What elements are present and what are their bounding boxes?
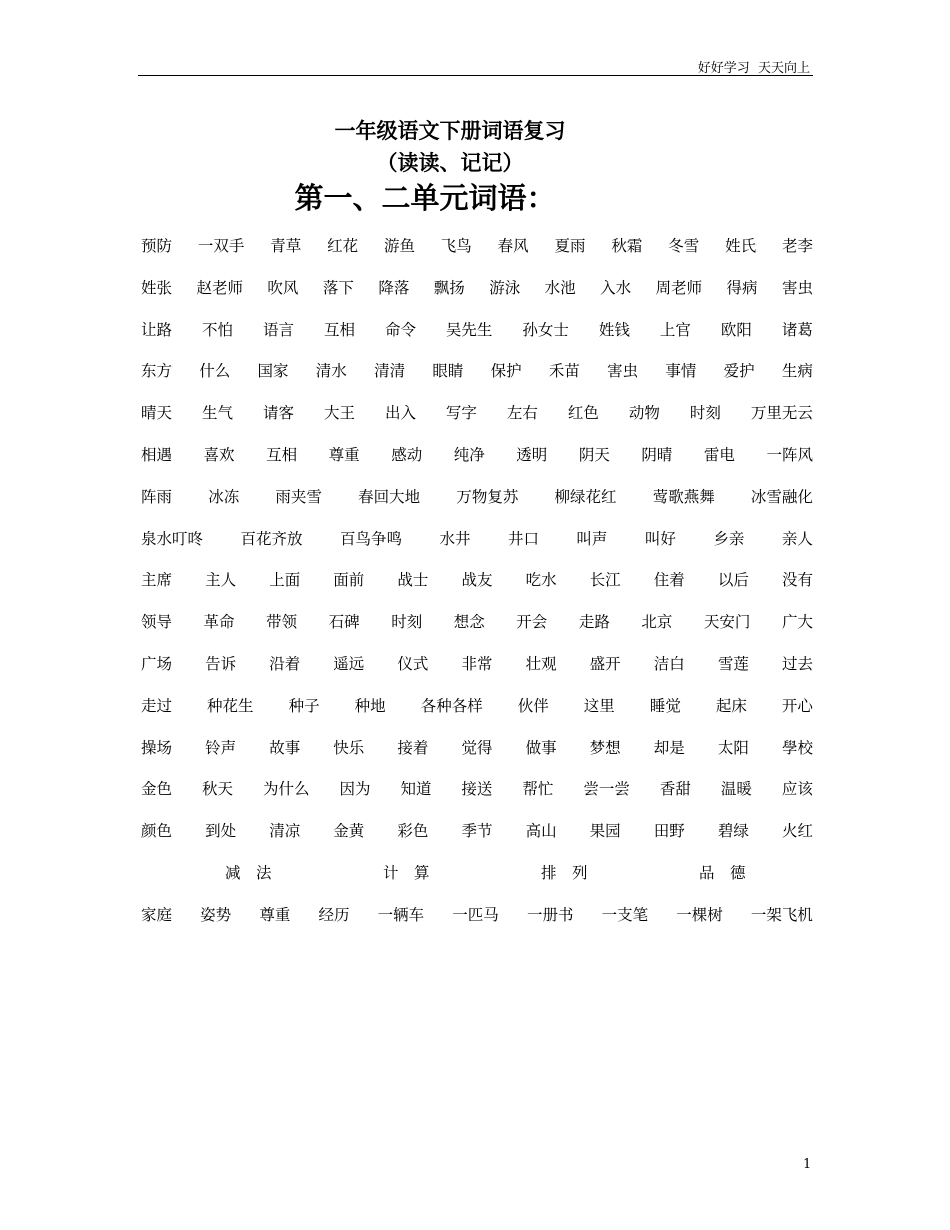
vocabulary-word: 降落 [378,278,410,297]
subject-word: 减 法 [225,863,272,882]
vocabulary-word: 春风 [497,237,529,255]
vocabulary-word: 飘扬 [433,278,465,297]
vocabulary-word: 夏雨 [554,237,586,255]
vocabulary-word: 让路 [141,320,173,339]
vocabulary-word: 北京 [641,613,673,632]
vocabulary-word: 莺歌燕舞 [652,487,715,506]
vocabulary-word: 百花齐放 [240,529,303,548]
vocabulary-word: 快乐 [333,738,365,757]
vocabulary-word: 季节 [461,822,493,841]
vocabulary-word: 起床 [715,696,747,715]
vocabulary-word: 一棵树 [676,905,723,924]
word-row [141,403,813,445]
vocabulary-word: 尊重 [259,905,291,924]
vocabulary-word: 梦想 [589,738,621,757]
vocabulary-word: 姓钱 [598,320,630,339]
vocabulary-word: 孙女士 [522,320,569,339]
vocabulary-word: 带领 [266,613,298,632]
vocabulary-word: 阴晴 [641,445,673,464]
vocabulary-word: 种花生 [207,696,254,715]
vocabulary-word: 冬雪 [668,237,700,255]
vocabulary-word: 尊重 [328,445,360,464]
vocabulary-word: 阴天 [578,445,610,464]
vocabulary-word: 一支笔 [601,905,649,924]
vocabulary-word: 清清 [374,362,406,381]
vocabulary-word: 走路 [578,613,610,632]
header-divider [138,75,813,76]
vocabulary-word: 阵雨 [141,487,173,506]
word-row [141,696,813,738]
vocabulary-word: 为什么 [262,780,310,799]
subject-word: 计 算 [383,863,430,882]
vocabulary-word: 时刻 [689,404,721,423]
word-row [141,738,813,780]
vocabulary-word: 接送 [461,780,493,799]
vocabulary-word: 种子 [288,696,320,715]
vocabulary-word: 革命 [203,613,235,632]
vocabulary-word: 互相 [323,320,355,339]
vocabulary-word: 战友 [461,571,493,590]
subject-word: 品 德 [699,863,746,882]
vocabulary-word: 住着 [653,571,685,590]
vocabulary-word: 保护 [490,362,522,381]
vocabulary-word: 做事 [525,738,557,757]
vocabulary-word: 雨夹雪 [275,487,322,506]
vocabulary-word: 學校 [781,738,813,757]
word-row [141,905,813,947]
word-row [141,445,813,487]
vocabulary-word: 周老师 [655,278,703,297]
vocabulary-word: 老李 [781,237,813,255]
vocabulary-word: 一辆车 [377,905,425,924]
vocabulary-word: 秋霜 [611,237,643,255]
vocabulary-word: 姿势 [200,905,232,924]
word-row [141,779,813,821]
vocabulary-word: 秋天 [201,780,233,799]
vocabulary-word: 东方 [141,362,173,381]
vocabulary-word: 一阵风 [766,445,813,464]
vocabulary-word: 落下 [322,278,354,297]
vocabulary-word: 相遇 [141,445,173,464]
vocabulary-word: 太阳 [717,738,749,757]
vocabulary-word: 命令 [384,320,416,339]
word-row [141,361,813,403]
vocabulary-word: 沿着 [269,654,301,673]
vocabulary-word: 吹风 [267,278,299,297]
vocabulary-word: 动物 [628,404,660,423]
page-number: 1 [803,1157,812,1172]
vocabulary-word: 预防 [141,237,173,255]
vocabulary-word: 写字 [445,404,477,423]
vocabulary-word: 觉得 [461,738,493,757]
vocabulary-word: 主席 [141,571,173,590]
vocabulary-word: 经历 [318,905,350,924]
vocabulary-word: 冰雪融化 [750,487,813,506]
vocabulary-word: 水井 [439,529,471,548]
vocabulary-word: 姓张 [141,278,173,297]
vocabulary-word: 欧阳 [720,320,752,339]
vocabulary-word: 铃声 [205,738,237,757]
word-row [141,654,813,696]
vocabulary-word: 语言 [262,320,294,339]
vocabulary-word: 感动 [391,445,423,464]
document-subtitle: （读读、记记） [376,150,524,175]
vocabulary-word: 乡亲 [713,529,745,548]
vocabulary-word: 故事 [269,738,301,757]
vocabulary-word: 吴先生 [445,320,493,339]
vocabulary-word: 入水 [600,278,632,297]
vocabulary-word: 生气 [201,404,233,423]
vocabulary-word: 红花 [327,237,359,255]
word-row [141,236,813,278]
vocabulary-word: 春回大地 [358,487,421,506]
vocabulary-word: 吃水 [525,571,557,590]
vocabulary-word: 叫声 [576,529,608,548]
vocabulary-word: 请客 [262,404,294,423]
vocabulary-word: 尝一尝 [583,780,630,799]
vocabulary-word: 主人 [205,571,237,590]
vocabulary-word: 遥远 [333,654,365,673]
vocabulary-word: 一册书 [526,905,574,924]
vocabulary-word: 眼睛 [432,362,464,381]
vocabulary-word: 万里无云 [750,404,813,423]
vocabulary-word: 亲人 [781,529,813,548]
vocabulary-word: 一架飞机 [750,905,813,924]
word-row [141,821,813,863]
vocabulary-word: 飞鸟 [440,237,472,255]
vocabulary-word: 开心 [781,696,813,715]
vocabulary-word: 洁白 [653,654,685,673]
vocabulary-word: 柳绿花红 [554,487,617,506]
vocabulary-word: 爱护 [723,362,755,381]
vocabulary-word: 事情 [665,362,697,381]
vocabulary-word: 田野 [653,822,685,841]
vocabulary-word: 互相 [266,445,298,464]
vocabulary-word: 青草 [270,237,302,255]
vocabulary-word: 一双手 [197,237,245,255]
vocabulary-word: 叫好 [644,529,676,548]
vocabulary-word: 各种各样 [420,696,483,715]
word-row [141,529,813,571]
vocabulary-word: 清水 [315,362,347,381]
vocabulary-word: 天安门 [703,613,751,632]
vocabulary-word: 因为 [339,780,371,799]
vocabulary-word: 想念 [453,613,485,632]
vocabulary-word: 知道 [400,780,432,799]
vocabulary-word: 过去 [781,654,813,673]
vocabulary-word: 赵老师 [196,278,243,297]
header-motto: 好好学习 天天向上 [697,61,810,76]
vocabulary-word: 战士 [397,571,429,590]
vocabulary-word: 生病 [781,362,813,381]
vocabulary-word: 颜色 [141,822,173,841]
vocabulary-word: 开会 [516,613,548,632]
vocabulary-word: 诸葛 [781,320,813,339]
vocabulary-word: 没有 [781,571,813,590]
vocabulary-word: 果园 [589,822,621,841]
vocabulary-word: 害虫 [781,278,813,297]
vocabulary-word: 清凉 [269,822,301,841]
vocabulary-word: 睡觉 [649,696,681,715]
vocabulary-word: 面前 [333,571,365,590]
vocabulary-word: 仪式 [397,654,429,673]
vocabulary-word: 种地 [354,696,386,715]
vocabulary-word: 大王 [323,404,355,423]
vocabulary-word: 领导 [141,613,173,632]
vocabulary-word: 水池 [544,278,576,297]
vocabulary-word: 冰冻 [208,487,240,506]
vocabulary-word: 石碑 [328,613,360,632]
vocabulary-word: 走过 [141,696,173,715]
vocabulary-word: 彩色 [397,822,429,841]
word-list [141,236,813,947]
vocabulary-word: 广场 [141,654,173,673]
vocabulary-word: 左右 [506,404,538,423]
vocabulary-word: 纯净 [453,445,485,464]
vocabulary-word: 游泳 [489,278,521,297]
vocabulary-word: 操场 [141,738,173,757]
word-row [141,278,813,320]
vocabulary-word: 红色 [567,404,599,423]
vocabulary-word: 非常 [461,654,493,673]
vocabulary-word: 透明 [516,445,548,464]
vocabulary-word: 游鱼 [383,237,415,255]
vocabulary-word: 火红 [781,822,813,841]
vocabulary-word: 井口 [507,529,539,548]
subject-word: 排 列 [541,863,588,882]
vocabulary-word: 这里 [583,696,615,715]
vocabulary-word: 国家 [257,362,289,381]
vocabulary-word: 金黄 [333,822,365,841]
vocabulary-word: 出入 [384,404,416,423]
section-heading: 第一、二单元词语： [294,181,556,215]
vocabulary-word: 到处 [205,822,237,841]
vocabulary-word: 泉水叮咚 [141,529,204,548]
vocabulary-word: 不怕 [201,320,233,339]
vocabulary-word: 盛开 [589,654,621,673]
vocabulary-word: 家庭 [141,905,173,924]
vocabulary-word: 时刻 [391,613,423,632]
vocabulary-word: 得病 [726,278,758,297]
vocabulary-word: 伙伴 [517,696,549,715]
vocabulary-word: 告诉 [205,654,237,673]
word-row [141,570,813,612]
vocabulary-word: 百鸟争鸣 [339,529,402,548]
vocabulary-word: 上面 [269,571,301,590]
vocabulary-word: 一匹马 [452,905,499,924]
vocabulary-word: 姓氏 [725,237,757,255]
vocabulary-word: 接着 [397,738,429,757]
vocabulary-word: 喜欢 [203,445,235,464]
vocabulary-word: 高山 [525,822,557,841]
vocabulary-word: 香甜 [659,780,691,799]
vocabulary-word: 金色 [141,780,173,799]
vocabulary-word: 广大 [781,613,813,632]
vocabulary-word: 雷电 [703,445,735,464]
vocabulary-word: 碧绿 [717,822,749,841]
vocabulary-word: 壮观 [525,654,557,673]
vocabulary-word: 什么 [199,362,231,381]
vocabulary-word: 温暖 [720,780,752,799]
vocabulary-word: 上官 [659,320,691,339]
vocabulary-word: 长江 [589,571,621,590]
word-row [141,612,813,654]
vocabulary-word: 以后 [717,571,749,590]
word-row [141,487,813,529]
vocabulary-word: 万物复苏 [456,487,519,506]
vocabulary-word: 帮忙 [522,780,554,799]
vocabulary-word: 雪莲 [717,654,749,673]
vocabulary-word: 应该 [781,780,813,799]
vocabulary-word: 害虫 [607,362,639,381]
vocabulary-word: 禾苗 [548,362,580,381]
vocabulary-word: 却是 [653,738,685,757]
vocabulary-word: 晴天 [141,404,173,423]
subject-row [141,863,813,905]
document-title: 一年级语文下册词语复习 [334,118,566,143]
word-row [141,320,813,362]
